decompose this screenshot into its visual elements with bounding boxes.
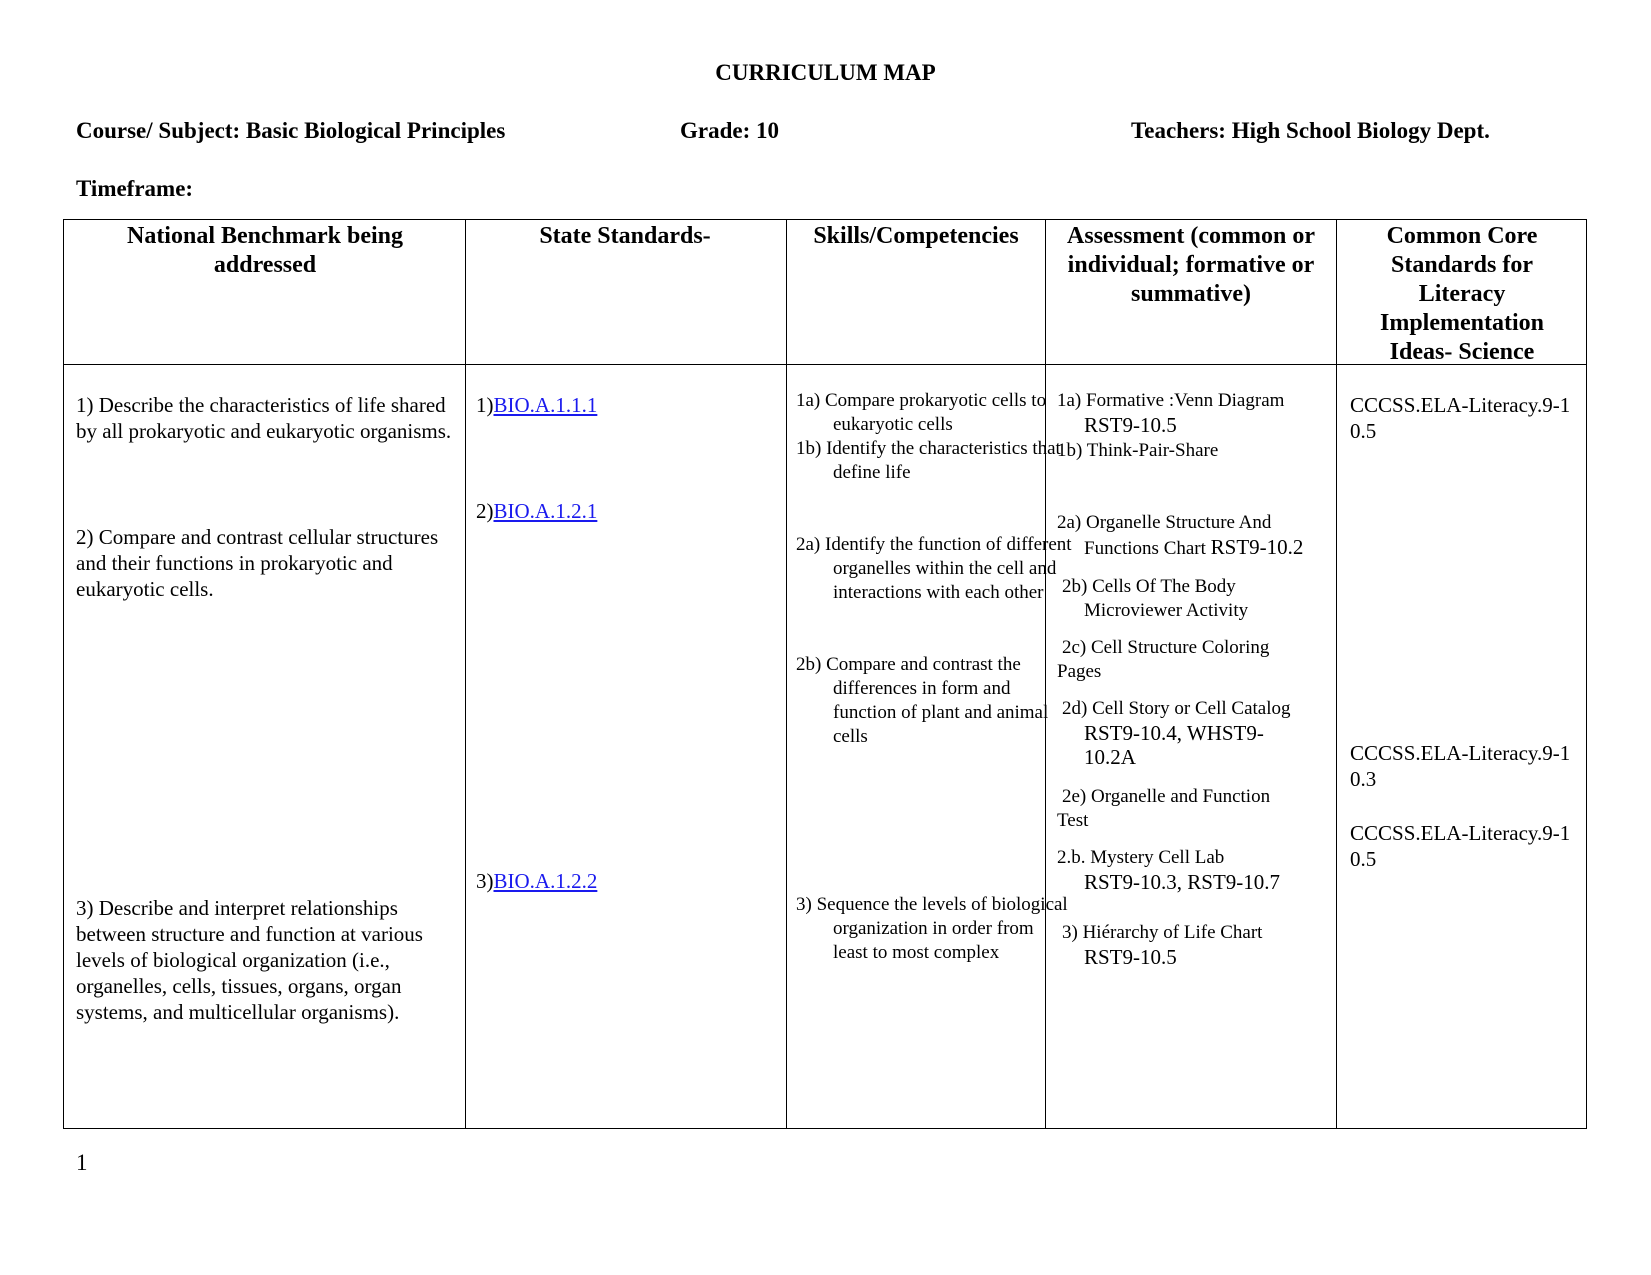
skill-2b: 2b) Compare and contrast the differences in form and function of plant and animal cells bbox=[796, 654, 1049, 747]
course-subject: Course/ Subject: Basic Biological Principles bbox=[76, 118, 506, 143]
assessment-text: 2e) Organelle and Function bbox=[1062, 786, 1271, 807]
assessment-text: 2c) Cell Structure Coloring bbox=[1062, 637, 1270, 658]
assessment-2d bbox=[1062, 697, 1332, 769]
skill-1b: 1b) Identify the characteristics that define life bbox=[796, 438, 1061, 483]
teachers: Teachers: High School Biology Dept. bbox=[1131, 118, 1490, 143]
standard-number: 1) bbox=[476, 393, 494, 417]
assessment-code: RST9-10.4, WHST9- bbox=[1084, 721, 1264, 745]
common-core-3: CCCSS.ELA-Literacy.9-10.5 bbox=[1350, 821, 1571, 871]
standard-number: 3) bbox=[476, 869, 494, 893]
benchmark-1: 1) Describe the characteristics of life shared by all prokaryotic and eukaryotic organisms. bbox=[76, 393, 452, 443]
column-divider bbox=[465, 219, 466, 1129]
column-header-common-core: Common Core Standards for Literacy Implementation Ideas- Science bbox=[1380, 223, 1544, 365]
assessment-text-line2: Pages bbox=[1057, 661, 1102, 682]
common-core-1: CCCSS.ELA-Literacy.9-10.5 bbox=[1350, 393, 1571, 443]
assessment-text-line2: Functions Chart RST9-10.2 bbox=[1084, 535, 1304, 559]
standard-1 bbox=[476, 392, 597, 418]
timeframe: Timeframe: bbox=[76, 176, 194, 201]
skill-2a: 2a) Identify the function of different organelles within the cell and interactions with each other bbox=[796, 534, 1072, 603]
assessment-text: 2b) Cells Of The Body bbox=[1062, 576, 1236, 597]
benchmark-3: 3) Describe and interpret relationships between structure and function at various levels of biological organization (i.e., organelles, cells, tissues, organs, organ systems, and multicellular organisms). bbox=[76, 896, 423, 1024]
assessment-text: 2d) Cell Story or Cell Catalog bbox=[1062, 698, 1291, 719]
assessment-text-line2: Test bbox=[1057, 810, 1089, 831]
assessment-1b: 1b) Think-Pair-Share bbox=[1057, 440, 1219, 461]
column-header-state-standards: State Standards- bbox=[539, 223, 711, 249]
assessment-2b-lab bbox=[1057, 846, 1333, 894]
column-header-benchmark: National Benchmark being addressed bbox=[126, 223, 404, 278]
column-header-assessment: Assessment (common or individual; formative or summative) bbox=[1067, 223, 1315, 307]
assessment-3 bbox=[1062, 921, 1332, 969]
standard-link[interactable]: BIO.A.1.2.2 bbox=[493, 869, 598, 893]
standard-link[interactable]: BIO.A.1.1.1 bbox=[493, 393, 598, 417]
page-number: 1 bbox=[76, 1150, 88, 1175]
assessment-2c bbox=[1057, 636, 1333, 684]
column-header-skills: Skills/Competencies bbox=[813, 223, 1019, 249]
assessment-text: 1a) Formative :Venn Diagram bbox=[1057, 390, 1285, 411]
column-divider bbox=[786, 219, 787, 1129]
assessment-text: 2a) Organelle Structure And bbox=[1057, 512, 1272, 533]
assessment-text: 3) Hiérarchy of Life Chart bbox=[1062, 922, 1263, 943]
assessment-code-line2: 10.2A bbox=[1084, 745, 1136, 769]
assessment-1a bbox=[1057, 389, 1333, 437]
standard-number: 2) bbox=[476, 499, 494, 523]
assessment-text: 2.b. Mystery Cell Lab bbox=[1057, 847, 1225, 868]
standard-3 bbox=[476, 868, 597, 894]
column-divider bbox=[1336, 219, 1337, 1129]
document-title: CURRICULUM MAP bbox=[715, 60, 936, 85]
standard-link[interactable]: BIO.A.1.2.1 bbox=[493, 499, 598, 523]
grade: Grade: 10 bbox=[680, 118, 780, 143]
assessment-code: RST9-10.5 bbox=[1084, 945, 1177, 969]
assessment-code: RST9-10.3, RST9-10.7 bbox=[1084, 870, 1281, 894]
common-core-2: CCCSS.ELA-Literacy.9-10.3 bbox=[1350, 741, 1571, 791]
assessment-text-line2: Microviewer Activity bbox=[1084, 600, 1249, 621]
skill-1a: 1a) Compare prokaryotic cells to eukaryotic cells bbox=[796, 390, 1047, 435]
benchmark-2: 2) Compare and contrast cellular structures and their functions in prokaryotic and eukaryotic cells. bbox=[76, 525, 439, 601]
assessment-code: RST9-10.2 bbox=[1210, 535, 1304, 559]
assessment-2b bbox=[1062, 575, 1332, 623]
assessment-2e bbox=[1057, 785, 1333, 833]
standard-2 bbox=[476, 498, 597, 524]
skill-3: 3) Sequence the levels of biological organization in order from least to most complex bbox=[796, 894, 1068, 963]
assessment-code: RST9-10.5 bbox=[1084, 413, 1177, 437]
assessment-2a bbox=[1057, 511, 1333, 561]
